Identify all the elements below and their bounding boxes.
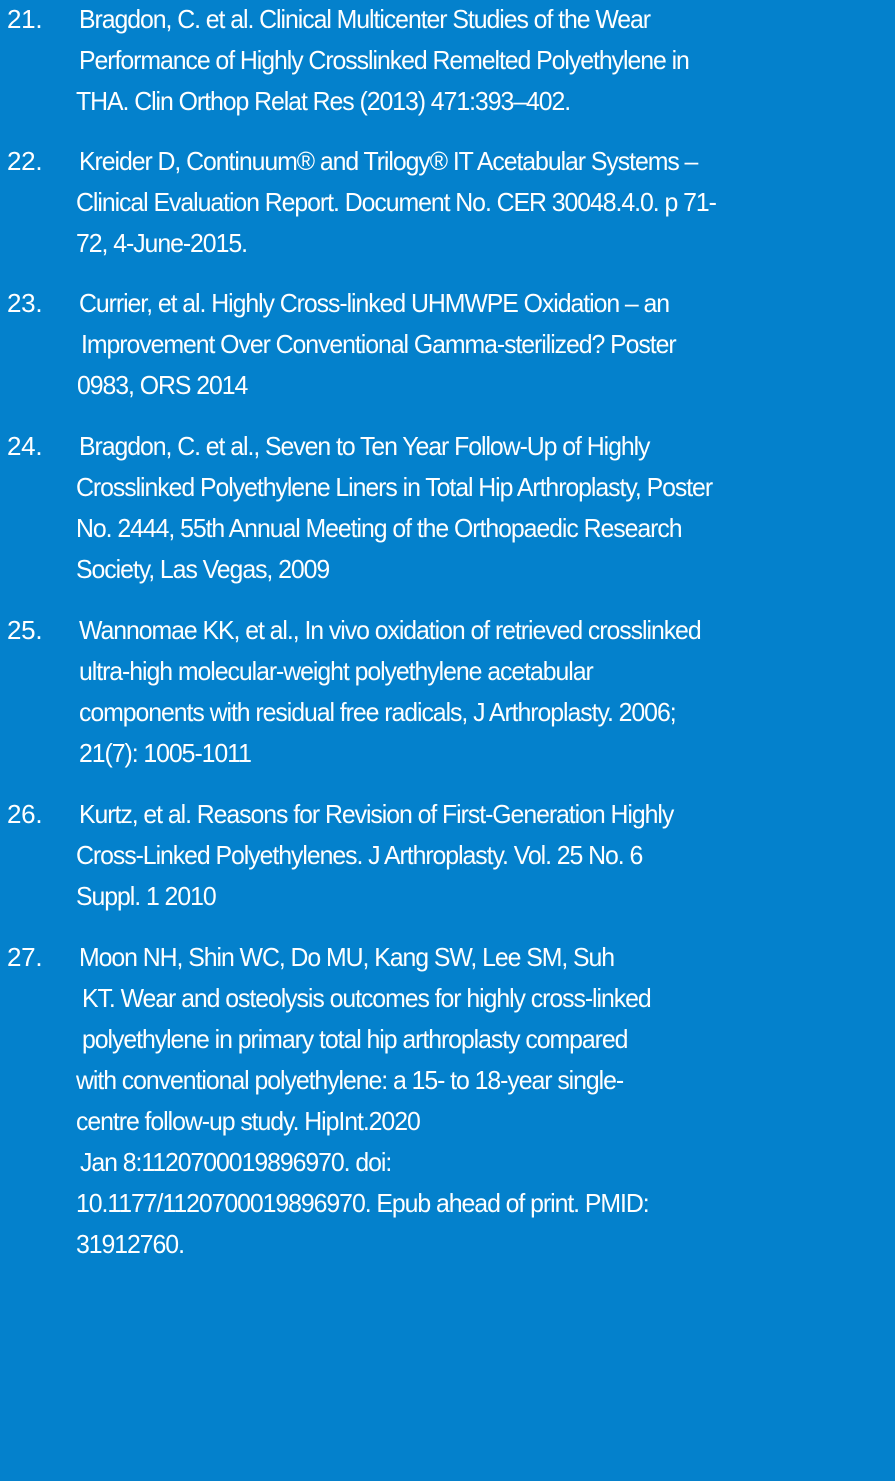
- reference-number: 25.: [7, 615, 43, 645]
- reference-text-line: 21(7): 1005-1011: [79, 738, 251, 768]
- reference-text-line: Society, Las Vegas, 2009: [76, 554, 330, 584]
- reference-text-line: 31912760.: [76, 1229, 184, 1259]
- reference-number: 26.: [7, 799, 43, 829]
- reference-number: 21.: [7, 4, 43, 34]
- reference-text-line: components with residual free radicals, J Arthroplasty. 2006;: [79, 697, 676, 727]
- reference-text-line: with conventional polyethylene: a 15- to 18-year single-: [76, 1065, 624, 1095]
- reference-number: 27.: [7, 942, 43, 972]
- reference-text-line: Bragdon, C. et al. Clinical Multicenter Studies of the Wear: [79, 4, 651, 34]
- reference-text-line: 72, 4-June-2015.: [76, 228, 247, 258]
- reference-text-line: 0983, ORS 2014: [77, 370, 248, 400]
- reference-text-line: Suppl. 1 2010: [76, 881, 216, 911]
- reference-text-line: THA. Clin Orthop Relat Res (2013) 471:393–402.: [76, 86, 571, 116]
- reference-text-line: 10.1177/1120700019896970. Epub ahead of print. PMID:: [76, 1188, 649, 1218]
- reference-text-line: Currier, et al. Highly Cross-linked UHMWPE Oxidation – an: [79, 288, 670, 318]
- reference-text-line: centre follow-up study. HipInt.2020: [76, 1106, 420, 1136]
- reference-text-line: Performance of Highly Crosslinked Remelted Polyethylene in: [79, 45, 689, 75]
- reference-number: 23.: [7, 288, 43, 318]
- reference-number: 24.: [7, 431, 43, 461]
- reference-text-line: KT. Wear and osteolysis outcomes for highly cross-linked: [82, 983, 651, 1013]
- reference-text-line: Improvement Over Conventional Gamma-sterilized? Poster: [81, 329, 676, 359]
- reference-text-line: Wannomae KK, et al., In vivo oxidation of retrieved crosslinked: [79, 615, 701, 645]
- reference-text-line: Kreider D, Continuum® and Trilogy® IT Acetabular Systems –: [79, 146, 698, 176]
- reference-text-line: polyethylene in primary total hip arthroplasty compared: [82, 1024, 628, 1054]
- reference-text-line: Moon NH, Shin WC, Do MU, Kang SW, Lee SM, Suh: [79, 942, 615, 972]
- reference-text-line: No. 2444, 55th Annual Meeting of the Orthopaedic Research: [76, 513, 682, 543]
- reference-text-line: Bragdon, C. et al., Seven to Ten Year Follow-Up of Highly: [79, 431, 650, 461]
- reference-number: 22.: [7, 146, 43, 176]
- reference-text-line: Clinical Evaluation Report. Document No. CER 30048.4.0. p 71-: [76, 187, 716, 217]
- reference-text-line: Kurtz, et al. Reasons for Revision of First-Generation Highly: [79, 799, 674, 829]
- reference-text-line: Jan 8:1120700019896970. doi:: [80, 1147, 392, 1177]
- reference-text-line: Crosslinked Polyethylene Liners in Total Hip Arthroplasty, Poster: [76, 472, 713, 502]
- reference-text-line: ultra-high molecular-weight polyethylene acetabular: [79, 656, 593, 686]
- reference-text-line: Cross-Linked Polyethylenes. J Arthroplasty. Vol. 25 No. 6: [76, 840, 643, 870]
